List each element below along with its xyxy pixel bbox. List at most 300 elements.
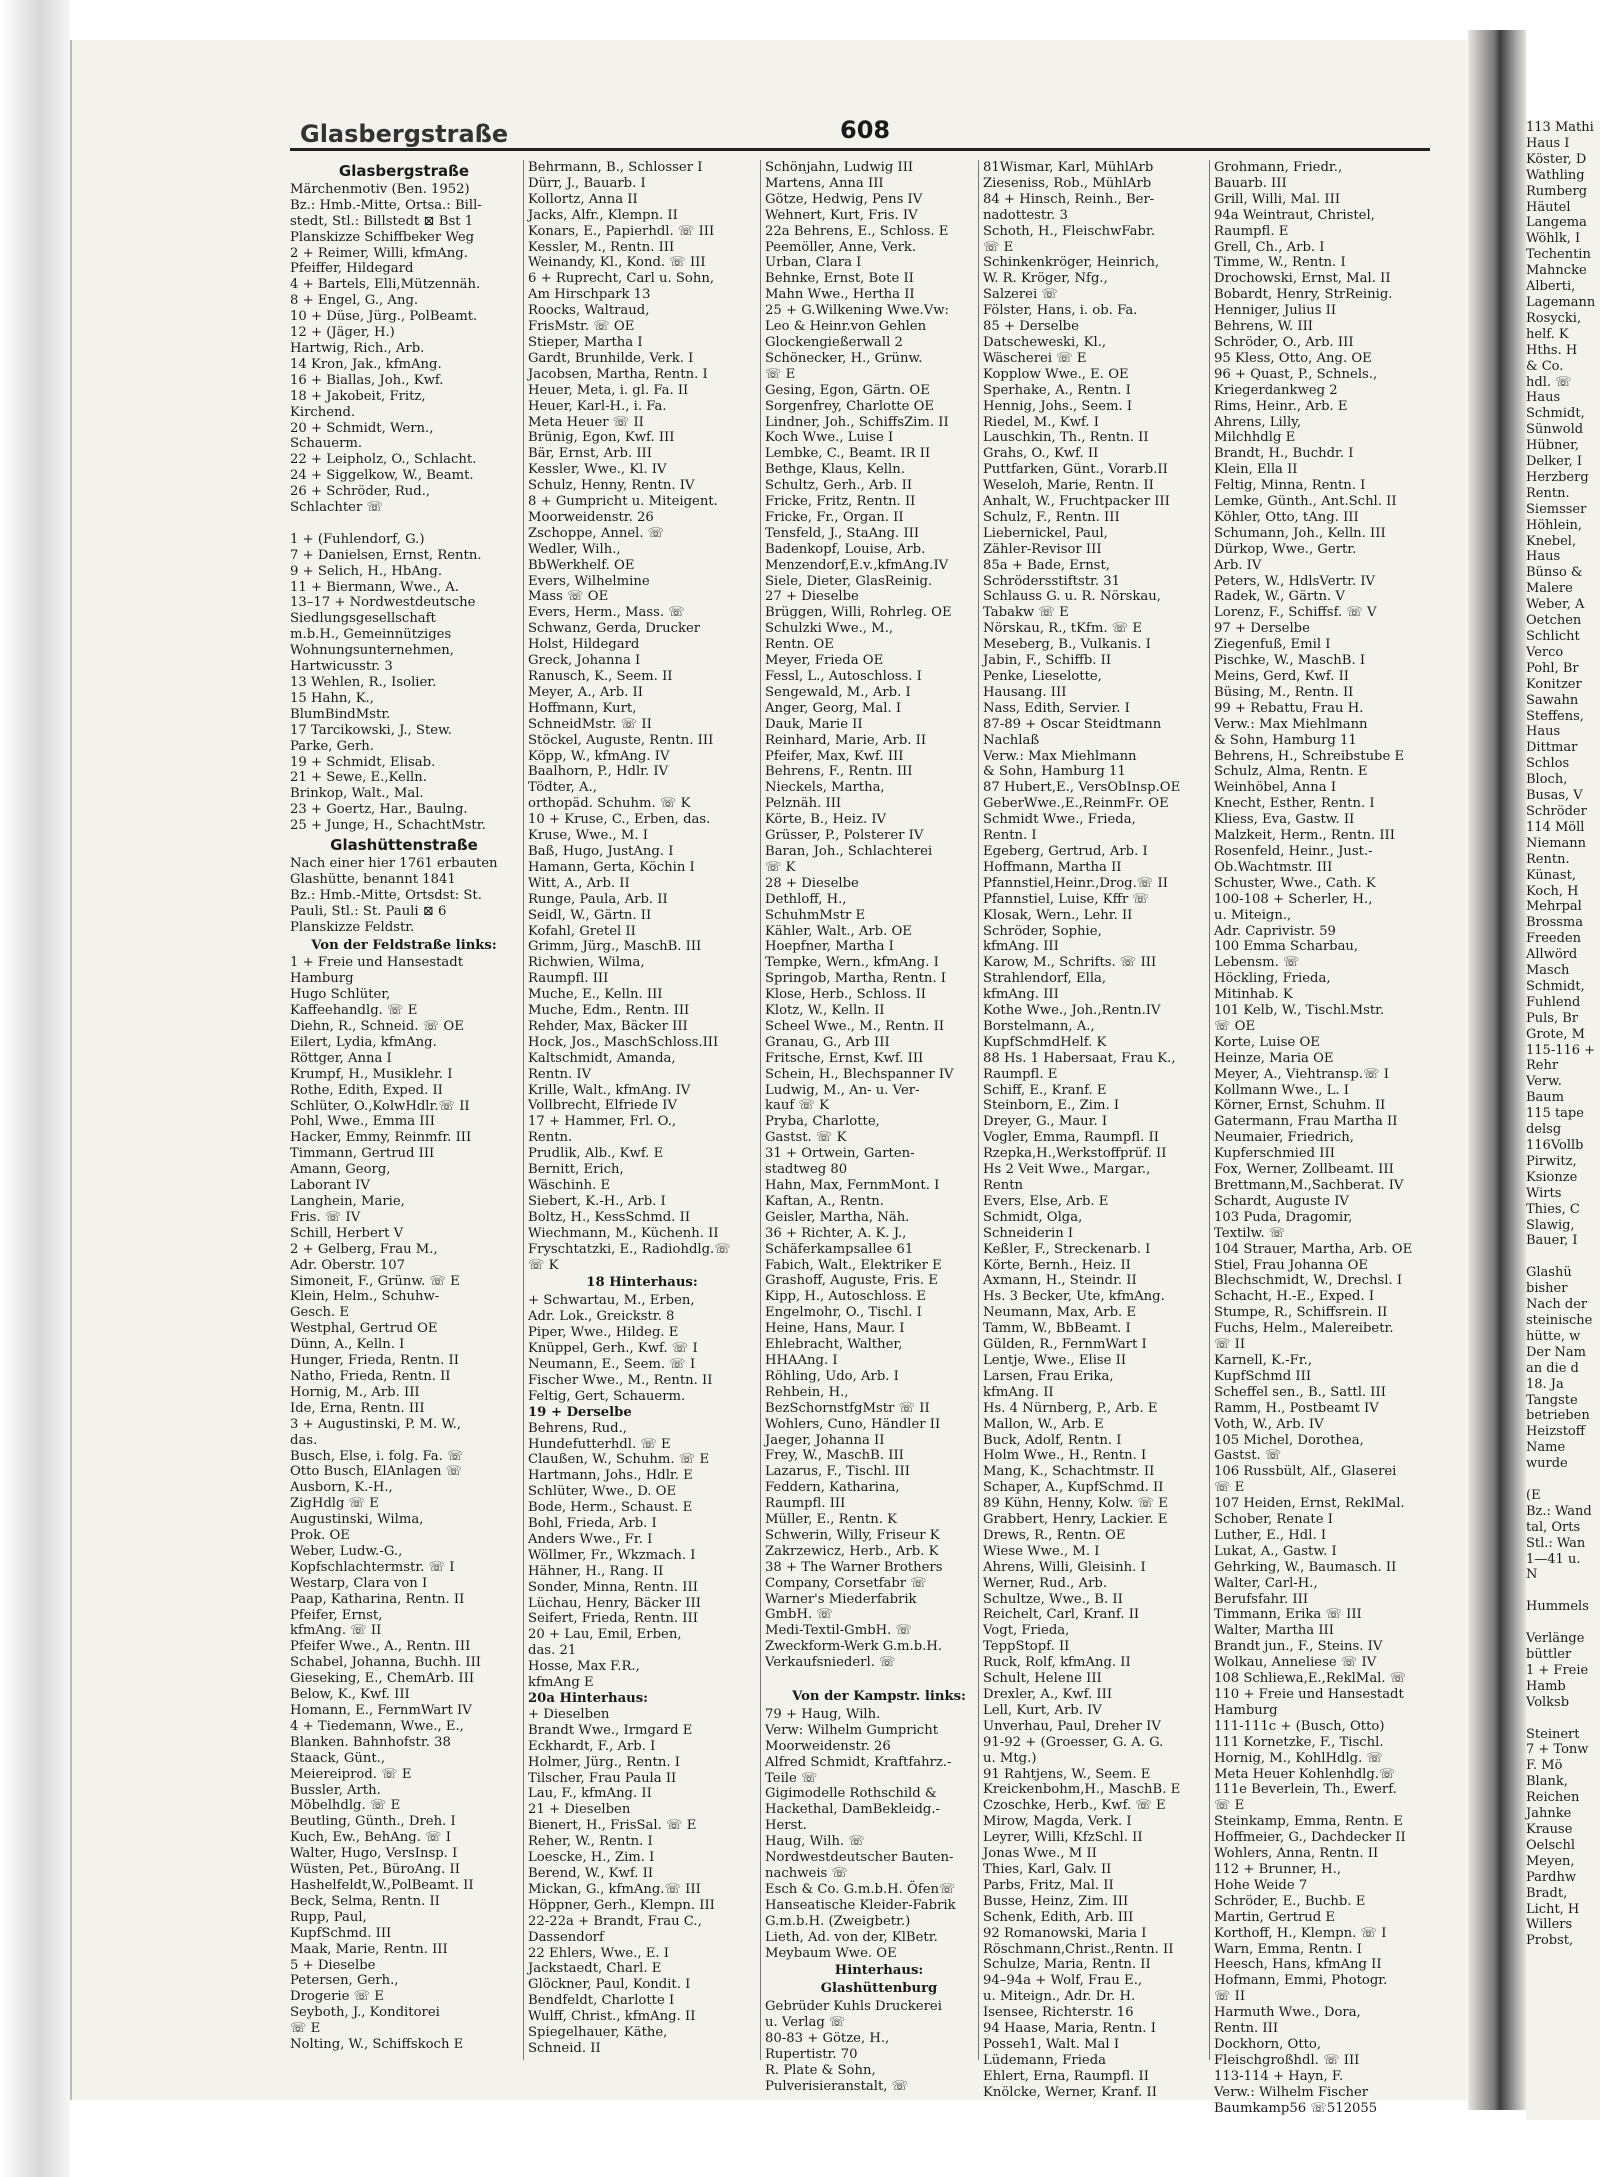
directory-entry: 20 + Schmidt, Wern., — [290, 420, 434, 436]
directory-entry: Raumpfl. III — [528, 971, 609, 987]
next-page-line: Krause — [1526, 1821, 1573, 1837]
next-page-line: Schlicht — [1526, 629, 1580, 644]
directory-entry: Schumann, Joh., Kelln. III — [1214, 525, 1386, 541]
directory-entry: & Sohn, Hamburg 11 — [1214, 732, 1357, 748]
directory-entry: KupfSchmdHelf. K — [983, 1034, 1107, 1050]
directory-entry: Köpp, W., kfmAng. IV — [528, 748, 670, 764]
directory-entry: Verw.: Wilhelm Fischer — [1214, 2084, 1369, 2100]
directory-entry: Wüsten, Pet., BüroAng. II — [290, 1862, 460, 1878]
directory-entry: Walter, Martha III — [1214, 1623, 1334, 1639]
directory-entry: Wohnungsunternehmen, — [290, 643, 454, 659]
directory-entry: Peters, W., HdlsVertr. IV — [1214, 573, 1376, 589]
section-subheading: Hinterhaus: — [834, 1963, 924, 1979]
next-page-line: Bloch, — [1526, 772, 1568, 788]
directory-entry: 13–17 + Nordwestdeutsche — [290, 595, 476, 611]
section-subheading: Von der Kampstr. links: — [792, 1689, 966, 1704]
next-page-line: Puls, Br — [1526, 1010, 1578, 1026]
directory-entry: Nörskau, R., tKfm. ☏ E — [983, 621, 1143, 637]
directory-entry: Badenkopf, Louise, Arb. — [765, 541, 926, 557]
next-page-line: Rehr — [1526, 1058, 1559, 1074]
directory-entry: Rentn. OE — [765, 637, 834, 653]
directory-entry: Krumpf, H., Musiklehr. I — [290, 1066, 453, 1082]
directory-entry: Blanken. Bahnhofstr. 38 — [290, 1734, 451, 1750]
directory-entry: Möbelhdlg. ☏ E — [290, 1798, 401, 1814]
next-page-line: 115 tape — [1526, 1106, 1584, 1122]
directory-entry: Schoth, H., FleischwFabr. — [983, 223, 1156, 239]
directory-entry: Ranusch, K., Seem. II — [528, 669, 673, 684]
directory-entry: Teile ☏ — [765, 1770, 818, 1786]
directory-entry: Fritsche, Ernst, Kwf. III — [765, 1050, 924, 1066]
directory-entry: 97 + Derselbe — [1214, 621, 1310, 637]
directory-entry: Schneiderin I — [983, 1225, 1074, 1241]
directory-entry: Grabbert, Henry, Lackier. E — [983, 1512, 1168, 1528]
directory-entry: Evers, Herm., Mass. ☏ — [528, 605, 685, 621]
next-page-line: hütte, w — [1526, 1328, 1581, 1344]
directory-entry: Henniger, Julius II — [1214, 303, 1337, 319]
directory-entry: SchneidMstr. ☏ II — [528, 716, 652, 732]
directory-entry: Ob.Wachtmstr. III — [1214, 859, 1333, 875]
directory-entry: Hs 2 Veit Wwe., Margar., — [983, 1162, 1151, 1178]
directory-entry: Wedler, Wilh., — [528, 541, 621, 557]
directory-entry: Glöckner, Paul, Kondit. I — [528, 1977, 691, 1993]
directory-entry: Reher, W., Rentn. I — [528, 1834, 653, 1850]
directory-entry: 87-89 + Oscar Steidtmann — [983, 716, 1162, 732]
directory-entry: Knecht, Esther, Rentn. I — [1214, 796, 1375, 812]
directory-entry: Konars, E., Papierhdl. ☏ III — [528, 223, 715, 239]
directory-entry: Fryschtatzki, E., Radiohdlg.☏ — [528, 1241, 731, 1257]
next-page-line: Oelschl — [1526, 1837, 1575, 1853]
next-page-line: Schmidt, — [1526, 406, 1585, 422]
directory-entry: Märchenmotiv (Ben. 1952) — [290, 181, 470, 197]
directory-entry: Am Hirschpark 13 — [528, 287, 651, 303]
directory-entry: Seidl, W., Gärtn. II — [528, 907, 652, 923]
directory-entry: Wiese Wwe., M. I — [983, 1543, 1100, 1559]
directory-entry: Kaltschmidt, Amanda, — [528, 1050, 676, 1066]
directory-entry: 6 + Ruprecht, Carl u. Sohn, — [528, 271, 715, 287]
directory-entry: ☏ II — [1214, 1989, 1246, 2005]
directory-entry: Staack, Günt., — [290, 1750, 386, 1766]
next-page-line: 115-116 + — [1526, 1042, 1596, 1058]
directory-entry: Herst. — [765, 1818, 807, 1834]
directory-entry: Dreyer, G., Maur. I — [983, 1114, 1108, 1130]
directory-entry: Hundefutterhdl. ☏ E — [528, 1436, 671, 1452]
directory-entry: Gehrking, W., Baumasch. II — [1214, 1559, 1397, 1575]
directory-entry: Martin, Gertrud E — [1214, 1909, 1336, 1925]
directory-entry: 22-22a + Brandt, Frau C., — [528, 1913, 702, 1929]
directory-entry: Hamann, Gerta, Köchin I — [528, 859, 695, 875]
directory-entry: 85a + Bade, Ernst, — [983, 557, 1110, 573]
next-page-line: Schmidt, — [1526, 978, 1585, 994]
directory-entry: Urban, Clara I — [765, 255, 862, 271]
directory-entry: Bz.: Hmb.-Mitte, Ortsdst: St. — [290, 887, 482, 903]
next-page-line: Häutel — [1526, 199, 1571, 215]
directory-entry: Tempke, Wern., kfmAng. I — [765, 955, 939, 971]
next-page-line: Freeden — [1526, 931, 1582, 947]
directory-entry: FrisMstr. ☏ OE — [528, 319, 635, 335]
directory-entry: Hs. 4 Nürnberg, P., Arb. E — [983, 1400, 1158, 1416]
directory-entry: Schardt, Auguste IV — [1214, 1193, 1349, 1209]
directory-entry: Menzendorf,E.v.,kfmAng.IV — [765, 557, 949, 573]
next-page-line: Künast, — [1526, 867, 1576, 883]
directory-entry: 94–94a + Wolf, Frau E., — [983, 1973, 1143, 1989]
directory-entry: Schönjahn, Ludwig III — [765, 160, 914, 175]
directory-entry: Hornig, M., Arb. III — [290, 1384, 420, 1400]
directory-entry: Heuer, Karl-H., i. Fa. — [528, 398, 667, 414]
next-page-line: 7 + Tonw — [1526, 1742, 1589, 1758]
scan-shadow — [0, 0, 70, 2177]
directory-entry: Gülden, R., FernmWart I — [983, 1337, 1147, 1353]
next-page-line: Haus — [1526, 549, 1561, 565]
directory-entry: Warner's Miederfabrik — [765, 1591, 917, 1607]
directory-entry: das. 21 — [528, 1643, 577, 1659]
directory-entry: 17 + Hammer, Frl. O., — [528, 1114, 677, 1130]
directory-entry: Stumpe, R., Schiffsrein. II — [1214, 1305, 1388, 1321]
directory-entry: Adr. Lok., Greickstr. 8 — [528, 1309, 675, 1325]
directory-entry: Kirchend. — [290, 404, 356, 420]
directory-entry: Ausborn, K.-H., — [290, 1480, 393, 1496]
directory-entry: Leo & Heinr.von Gehlen — [765, 319, 927, 335]
directory-entry: Company, Corsetfabr ☏ — [765, 1575, 927, 1591]
column-2 — [528, 160, 756, 2060]
directory-entry: Esch & Co. G.m.b.H. Öfen☏ — [765, 1881, 956, 1897]
directory-entry: 101 Kelb, W., Tischl.Mstr. — [1214, 1003, 1385, 1019]
directory-entry: + Schwartau, M., Erben, — [528, 1293, 695, 1309]
directory-entry: Rehder, Max, Bäcker III — [528, 1018, 688, 1034]
next-page-line: Hübner, — [1526, 438, 1580, 454]
directory-entry: Grill, Willi, Mal. III — [1214, 191, 1341, 207]
directory-entry: 25 + Junge, H., SchachtMstr. — [290, 818, 486, 834]
directory-entry: Pfannstiel,Heinr.,Drog.☏ II — [983, 875, 1168, 891]
directory-entry: 12 + (Jäger, H.) — [290, 325, 395, 341]
next-page-line: Konitzer — [1526, 676, 1582, 692]
directory-entry: Pfeifer, Max, Kwf. III — [765, 748, 904, 764]
directory-entry: m.b.H., Gemeinnütziges — [290, 627, 452, 643]
directory-entry: Kuch, Ew., BehAng. ☏ I — [290, 1830, 451, 1846]
directory-entry: Dauk, Marie II — [765, 716, 863, 732]
directory-entry: Lindner, Joh., SchiffsZim. II — [765, 414, 949, 430]
next-page-line: büttler — [1526, 1647, 1572, 1662]
directory-entry: 19 + Derselbe — [528, 1404, 632, 1420]
directory-entry: Neumann, E., Seem. ☏ I — [528, 1356, 696, 1372]
directory-entry: Kofahl, Gretel II — [528, 923, 636, 939]
directory-entry: Wohlers, Cuno, Händler II — [765, 1416, 941, 1432]
directory-entry: Schröder, O., Arb. III — [1214, 334, 1354, 350]
directory-entry: Westarp, Clara von I — [290, 1575, 428, 1591]
directory-entry: Schmidt Wwe., Frieda, — [983, 812, 1136, 828]
header-rule — [290, 148, 1430, 151]
next-page-line: Blank, — [1526, 1774, 1568, 1790]
next-page-line: Rentn. — [1526, 485, 1570, 501]
next-page-line: Bz.: Wand — [1526, 1503, 1592, 1519]
directory-entry: Mickan, G., kfmAng.☏ III — [528, 1881, 701, 1897]
directory-entry: u. Mtg.) — [983, 1750, 1037, 1766]
directory-entry: Ahrens, Lilly, — [1214, 414, 1302, 430]
directory-entry: Fabich, Walt., Elektriker E — [765, 1257, 942, 1273]
directory-entry: Lieth, Ad. von der, KlBetr. — [765, 1929, 938, 1945]
directory-entry: & Sohn, Hamburg 11 — [983, 764, 1126, 780]
directory-entry: Schönecker, H., Grünw. — [765, 350, 923, 366]
next-page-line: Brossma — [1526, 915, 1584, 931]
directory-entry: Alfred Schmidt, Kraftfahrz.- — [765, 1754, 952, 1770]
directory-entry: Bussler, Arth. — [290, 1782, 381, 1798]
directory-entry: Stiel, Frau Johanna OE — [1214, 1257, 1369, 1273]
directory-entry: Grimm, Jürg., MaschB. III — [528, 939, 702, 955]
directory-entry: HHAAng. I — [765, 1352, 838, 1368]
directory-entry: Pfeifer, Ernst, — [290, 1607, 383, 1623]
directory-entry: Siebert, K.-H., Arb. I — [528, 1193, 666, 1209]
next-page-line: 113 Mathi — [1526, 120, 1594, 135]
next-page-line: steinische — [1526, 1312, 1593, 1328]
directory-entry: Lüdemann, Frieda — [983, 2052, 1107, 2068]
directory-entry: Arb. IV — [1214, 557, 1262, 573]
directory-entry: Rentn. — [528, 1130, 573, 1146]
directory-entry: Tabakw ☏ E — [983, 605, 1069, 621]
directory-entry: 8 + Engel, G., Ang. — [290, 293, 419, 309]
directory-entry: Meins, Gerd, Kwf. II — [1214, 669, 1349, 684]
directory-entry: Holmer, Jürg., Rentn. I — [528, 1754, 680, 1770]
directory-entry: 23 + Goertz, Har., Baulng. — [290, 802, 468, 818]
directory-entry: Hähner, H., Rang. II — [528, 1563, 664, 1579]
directory-entry: Heesch, Hans, kfmAng II — [1214, 1957, 1382, 1973]
next-page-line: Mehrpal — [1526, 899, 1582, 915]
directory-entry: stadtweg 80 — [765, 1162, 848, 1178]
directory-entry: Sperhake, A., Rentn. I — [983, 382, 1131, 398]
next-page-line: Langema — [1526, 215, 1587, 231]
directory-entry: Below, K., Kwf. III — [290, 1687, 410, 1703]
directory-entry: Bethge, Klaus, Kelln. — [765, 462, 905, 478]
directory-entry: 91 Rahtjens, W., Seem. E — [983, 1766, 1151, 1782]
directory-entry: Wohlers, Anna, Rentn. II — [1214, 1846, 1379, 1862]
directory-entry: Augustinski, Wilma, — [290, 1512, 424, 1528]
directory-entry: Scheffel sen., B., Sattl. III — [1214, 1384, 1386, 1400]
directory-entry: Tamm, W., BbBeamt. I — [983, 1321, 1131, 1337]
directory-entry: Raumpfl. E — [1214, 223, 1289, 239]
directory-entry: Dürkop, Wwe., Gertr. — [1214, 541, 1357, 557]
directory-entry: Kähler, Walt., Arb. OE — [765, 923, 912, 939]
directory-entry: Isensee, Richterstr. 16 — [983, 2005, 1134, 2021]
directory-entry: Kopfschlachtermstr. ☏ I — [290, 1559, 455, 1575]
directory-entry: Stöckel, Auguste, Rentn. III — [528, 732, 714, 748]
next-page-line: Hths. H — [1526, 342, 1578, 358]
directory-entry: Hausang. III — [983, 684, 1067, 700]
next-page-line: hdl. ☏ — [1526, 374, 1572, 390]
directory-entry: Luther, E., Hdl. I — [1214, 1527, 1327, 1543]
directory-entry: Amann, Georg, — [290, 1162, 391, 1178]
directory-entry: Brandt Wwe., Irmgard E — [528, 1722, 693, 1738]
directory-entry: Beck, Selma, Rentn. II — [290, 1893, 440, 1909]
directory-entry: 88 Hs. 1 Habersaat, Frau K., — [983, 1050, 1176, 1066]
directory-entry: Jacobsen, Martha, Rentn. I — [528, 366, 708, 382]
next-page-line: Baum — [1526, 1090, 1565, 1106]
directory-entry: Korthoff, H., Klempn. ☏ I — [1214, 1925, 1387, 1941]
directory-entry: Timmann, Erika ☏ III — [1214, 1607, 1362, 1623]
directory-entry: Witt, A., Arb. II — [528, 875, 630, 891]
directory-entry: Meyer, Frieda OE — [765, 653, 884, 669]
directory-entry: G.m.b.H. (Zweigbetr.) — [765, 1913, 911, 1929]
directory-entry: Lukat, A., Gastw. I — [1214, 1543, 1337, 1559]
street-heading: Glashüttenstraße — [330, 836, 478, 855]
next-page-line — [1526, 1615, 1600, 1631]
directory-entry: 21 + Dieselben — [528, 1802, 631, 1818]
directory-entry: Schultz, Gerh., Arb. II — [765, 478, 913, 494]
directory-entry: Egeberg, Gertrud, Arb. I — [983, 843, 1148, 859]
directory-entry: Fleischgroßhdl. ☏ III — [1214, 2052, 1360, 2068]
directory-entry: Buck, Adolf, Rentn. I — [983, 1432, 1122, 1448]
directory-entry: 3 + Augustinski, P. M. W., — [290, 1416, 462, 1432]
directory-entry: Kothe Wwe., Joh.,Rentn.IV — [983, 1003, 1161, 1019]
directory-entry: 22a Behrens, E., Schloss. E — [765, 223, 949, 239]
directory-entry: Hanseatische Kleider-Fabrik — [765, 1897, 956, 1913]
directory-entry: Pauli, Stl.: St. Pauli ⊠ 6 — [290, 903, 447, 919]
directory-entry: Grahs, O., Kwf. II — [983, 446, 1099, 462]
next-page-line: Siemsser — [1526, 501, 1587, 517]
directory-entry: Behrmann, B., Schlosser I — [528, 160, 703, 175]
directory-entry: Schenk, Edith, Arb. III — [983, 1909, 1134, 1925]
section-subheading: 18 Hinterhaus: — [586, 1275, 698, 1291]
directory-entry: Rosenfeld, Heinr., Just.- — [1214, 843, 1373, 859]
directory-entry: Dünn, A., Kelln. I — [290, 1337, 405, 1353]
directory-entry: Pischke, W., MaschB. I — [1214, 653, 1366, 669]
next-page-line: Koch, H — [1526, 883, 1579, 899]
column-divider — [978, 160, 979, 2060]
directory-entry: Schulze, Maria, Rentn. II — [983, 1957, 1151, 1973]
directory-entry: Lorenz, F., Schiffsf. ☏ V — [1214, 605, 1377, 621]
directory-entry: Bernitt, Erich, — [528, 1162, 624, 1178]
next-page-line: Name — [1526, 1440, 1566, 1456]
next-page-line: delsg — [1526, 1122, 1562, 1138]
directory-entry: Schlüter, O.,KolwHdlr.☏ II — [290, 1098, 470, 1114]
directory-entry: Nachlaß — [983, 732, 1040, 748]
directory-entry: Hugo Schlüter, — [290, 987, 391, 1003]
directory-entry: nachweis ☏ — [765, 1865, 848, 1881]
directory-entry: Schmidt, Olga, — [983, 1209, 1083, 1225]
next-page-line: Steffens, — [1526, 708, 1584, 724]
directory-entry: Paap, Katharina, Rentn. II — [290, 1591, 465, 1607]
directory-entry: Rims, Heinr., Arb. E — [1214, 398, 1348, 414]
next-page-line: Dittmar — [1526, 740, 1578, 756]
directory-entry — [290, 516, 518, 532]
next-page-line: Thies, C — [1526, 1201, 1580, 1217]
directory-entry: Natho, Frieda, Rentn. II — [290, 1368, 451, 1384]
next-page-line: Delker, I — [1526, 454, 1583, 470]
next-page-line: N — [1526, 1567, 1538, 1583]
next-page-line: 1—41 u. — [1526, 1551, 1581, 1567]
directory-entry: Hosse, Max F.R., — [528, 1659, 640, 1675]
directory-entry: 24 + Siggelkow, W., Beamt. — [290, 468, 474, 484]
directory-entry: Dassendorf — [528, 1929, 604, 1945]
directory-entry: Hohe Weide 7 — [1214, 1877, 1308, 1893]
directory-entry: Rentn. III — [1214, 2021, 1279, 2037]
next-page-line: Glashü — [1526, 1265, 1572, 1281]
next-page-line: Meyen, — [1526, 1853, 1575, 1869]
directory-entry: kfmAng. ☏ II — [290, 1623, 382, 1639]
directory-entry: 20 + Lau, Emil, Erben, — [528, 1627, 682, 1643]
directory-entry: Schein, H., Blechspanner IV — [765, 1066, 954, 1082]
directory-entry: Hunger, Frieda, Rentn. II — [290, 1353, 459, 1369]
directory-entry: Boltz, H., KessSchmd. II — [528, 1209, 691, 1225]
next-page-line: Haus I — [1526, 135, 1570, 151]
directory-entry: Meiereiprod. ☏ E — [290, 1766, 412, 1782]
directory-entry: Weinhöbel, Anna I — [1214, 780, 1337, 796]
directory-entry: Warn, Emma, Rentn. I — [1214, 1941, 1362, 1957]
directory-entry: Heine, Hans, Maur. I — [765, 1321, 905, 1337]
directory-entry: Dürr, J., Bauarb. I — [528, 175, 646, 191]
directory-entry: Anger, Georg, Mal. I — [765, 700, 902, 716]
directory-entry: Raumpfl. III — [765, 1496, 846, 1512]
directory-entry: Muche, E., Kelln. III — [528, 987, 663, 1003]
next-page-line: Masch — [1526, 963, 1570, 979]
directory-entry: Zakrzewicz, Herb., Arb. K — [765, 1543, 939, 1559]
directory-entry: Greck, Johanna I — [528, 653, 641, 669]
directory-entry: Nass, Edith, Servier. I — [983, 700, 1130, 716]
directory-entry: 111 Kornetzke, F., Tischl. — [1214, 1734, 1384, 1750]
directory-entry: Götze, Hedwig, Pens IV — [765, 191, 923, 207]
directory-entry: Nach einer hier 1761 erbauten — [290, 855, 498, 871]
directory-entry: Hs. 3 Becker, Ute, kfmAng. — [983, 1289, 1165, 1305]
next-page-line: Köster, D — [1526, 151, 1587, 167]
directory-entry: Simoneit, F., Grünw. ☏ E — [290, 1273, 460, 1289]
directory-entry: Bobardt, Henry, StrReinig. — [1214, 287, 1393, 303]
directory-entry: Krille, Walt., kfmAng. IV — [528, 1082, 691, 1098]
section-subheading: Von der Feldstraße links: — [311, 937, 497, 953]
directory-entry: Verw.: Max Miehlmann — [1214, 716, 1368, 732]
directory-entry: Neumaier, Friedrich, — [1214, 1130, 1354, 1146]
directory-entry: Schröder, Sophie, — [983, 923, 1102, 939]
directory-entry: Lebensm. ☏ — [1214, 955, 1300, 971]
directory-entry: Hartmann, Johs., Hdlr. E — [528, 1468, 693, 1484]
directory-entry: 13 Wehlen, R., Isolier. — [290, 675, 437, 690]
directory-entry: Fricke, Fr., Organ. II — [765, 509, 904, 525]
next-page-line: Mahncke — [1526, 263, 1587, 279]
directory-entry: stedt, Stl.: Billstedt ⊠ Bst 1 — [290, 213, 474, 229]
directory-entry: Dockhorn, Otto, — [1214, 2036, 1322, 2052]
next-page-line: Busas, V — [1526, 788, 1583, 804]
directory-entry: Schober, Renate I — [1214, 1512, 1333, 1528]
directory-entry: Holst, Hildegard — [528, 637, 640, 653]
directory-entry: 20a Hinterhaus: — [528, 1691, 648, 1706]
directory-entry: Schlauss G. u. R. Nörskau, — [983, 589, 1161, 605]
directory-entry: Milchhdlg E — [1214, 430, 1296, 446]
directory-entry: SchuhmMstr E — [765, 907, 866, 923]
directory-entry: GmbH. ☏ — [765, 1607, 833, 1623]
directory-entry: Knüppel, Gerh., Kwf. ☏ I — [528, 1341, 698, 1357]
directory-entry: Radek, W., Gärtn. V — [1214, 589, 1345, 605]
directory-entry: Klein, Helm., Schuhw- — [290, 1289, 440, 1305]
directory-entry: Schlachter ☏ — [290, 500, 383, 516]
directory-entry: Behrens, F., Rentn. III — [765, 764, 913, 780]
column-4 — [983, 160, 1211, 2100]
directory-entry: Hackethal, DamBekleidg.- — [765, 1802, 940, 1818]
directory-entry: ZigHdlg ☏ E — [290, 1496, 379, 1512]
column-divider — [523, 160, 524, 2060]
directory-entry: Czoschke, Herb., Kwf. ☏ E — [983, 1798, 1166, 1814]
directory-entry: 104 Strauer, Martha, Arb. OE — [1214, 1241, 1413, 1257]
directory-entry: 1 + Freie und Hansestadt — [290, 955, 464, 971]
directory-entry: Sorgenfrey, Charlotte OE — [765, 398, 935, 414]
next-page-line: Allwörd — [1526, 947, 1578, 963]
next-page-line: Bradt, — [1526, 1885, 1568, 1901]
directory-entry: Tensfeld, J., StaAng. III — [765, 525, 920, 541]
directory-entry: Rupertistr. 70 — [765, 2046, 858, 2062]
next-page-line: Knebel, — [1526, 533, 1577, 549]
next-page-line: Willers — [1526, 1917, 1573, 1933]
directory-entry: kfmAng. III — [983, 987, 1059, 1003]
directory-entry: Wolkau, Anneliese ☏ IV — [1214, 1655, 1377, 1671]
next-page-line: Steinert — [1526, 1726, 1580, 1742]
directory-entry: Kupferschmied III — [1214, 1146, 1335, 1162]
directory-entry: Muche, Edm., Rentn. III — [528, 1003, 690, 1019]
directory-entry: Heinze, Maria OE — [1214, 1050, 1334, 1066]
